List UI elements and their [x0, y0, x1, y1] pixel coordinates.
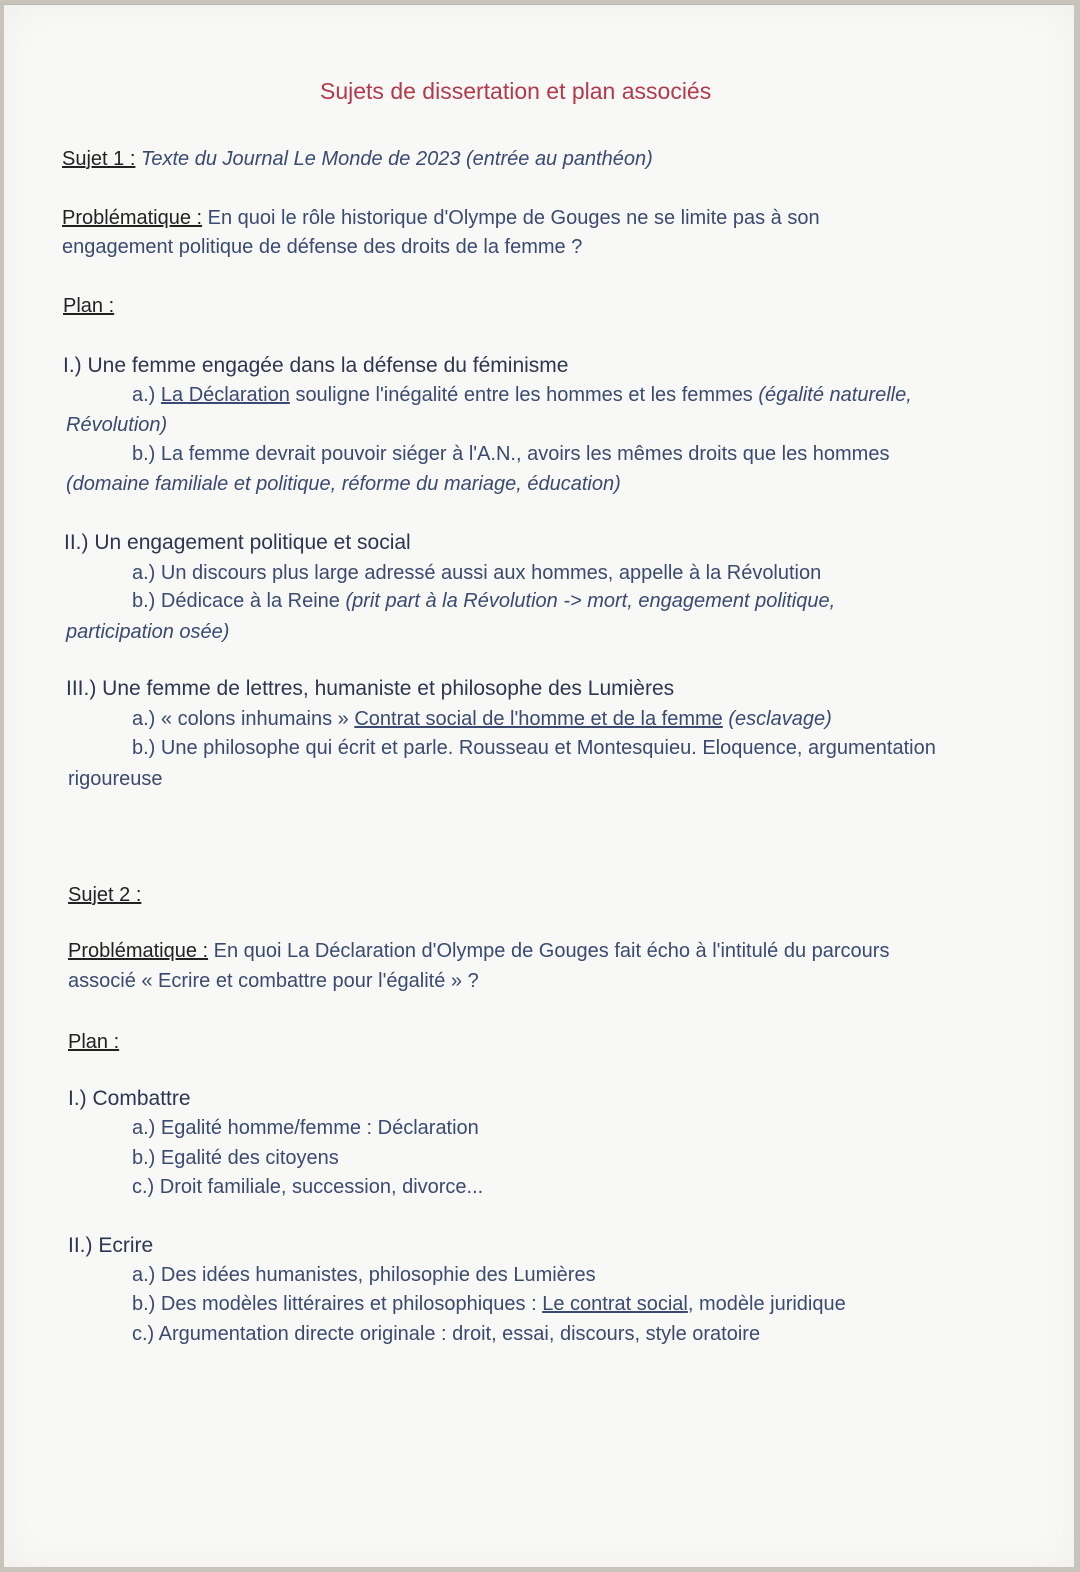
s2-part2-a: a.) Des idées humanistes, philosophie des Lumières [132, 1264, 596, 1286]
s1-part3-a-underlined: Contrat social de l'homme et de la femme [354, 708, 723, 730]
s2-part1-item: c.) Droit familiale, succession, divorce... [132, 1176, 484, 1198]
s1-part1-a-prefix: a.) [132, 384, 156, 406]
s1-part1-a-underlined: La Déclaration [160, 384, 290, 406]
s1-part1-heading: I.) Une femme engagée dans la défense du féminisme [63, 354, 569, 377]
s2-part1-heading: I.) Combattre [68, 1087, 191, 1110]
s1-part2-a: a.) Un discours plus large adressé aussi aux hommes, appelle à la Révolution [132, 562, 822, 584]
s1-part1-a [132, 383, 912, 407]
sujet2-problematique [68, 939, 889, 963]
s2-part2-b-prefix: b.) Des modèles littéraires et philosophiques : [132, 1293, 537, 1315]
sujet2-prob-label: Problématique : [68, 940, 209, 962]
sujet2-plan-label: Plan : [68, 1031, 120, 1053]
s1-part1-a-note: (égalité naturelle, [758, 384, 912, 406]
sujet1-line [62, 147, 653, 171]
sujet2-prob-text-2: associé « Ecrire et combattre pour l'égalité » ? [68, 970, 479, 992]
s2-part2-b-suffix: , modèle juridique [687, 1293, 846, 1315]
sujet1-label: Sujet 1 : [62, 148, 136, 170]
s2-part2-heading: II.) Ecrire [68, 1234, 154, 1257]
s2-part2-b-underlined: Le contrat social [542, 1293, 688, 1315]
s1-part2-b [132, 589, 835, 613]
s2-part2-b [132, 1292, 846, 1316]
s1-part3-a-note: (esclavage) [728, 708, 832, 730]
sujet1-problematique [62, 206, 820, 230]
s1-part3-b: b.) Une philosophe qui écrit et parle. Rousseau et Montesquieu. Eloquence, argumentation [132, 737, 936, 759]
s1-part2-b-text: b.) Dédicace à la Reine [132, 590, 340, 612]
document-page [4, 4, 1074, 1567]
sujet1-prob-label: Problématique : [62, 207, 203, 229]
sujet1-prob-text-2: engagement politique de défense des droits de la femme ? [62, 236, 583, 258]
s1-part1-a-text: souligne l'inégalité entre les hommes et les femmes [295, 384, 753, 406]
sujet1-prob-text: En quoi le rôle historique d'Olympe de Gouges ne se limite pas à son [207, 207, 820, 229]
s1-part1-a-note-2: Révolution) [66, 414, 168, 436]
s1-part2-b-note-2: participation osée) [66, 621, 230, 643]
page-title: Sujets de dissertation et plan associés [320, 78, 712, 104]
s1-part1-b-note: (domaine familiale et politique, réforme du mariage, éducation) [66, 473, 621, 495]
s1-part3-a-text: a.) « colons inhumains » [132, 708, 349, 730]
sujet1-subject: Texte du Journal Le Monde de 2023 (entrée au panthéon) [140, 148, 653, 170]
sujet2-label: Sujet 2 : [68, 884, 142, 906]
s2-part1-item: a.) Egalité homme/femme : Déclaration [132, 1117, 479, 1139]
s1-part3-heading: III.) Une femme de lettres, humaniste et philosophe des Lumières [66, 677, 675, 700]
s1-part3-a [132, 707, 832, 731]
s1-part2-b-note: (prit part à la Révolution -> mort, engagement politique, [345, 590, 836, 612]
s2-part2-c: c.) Argumentation directe originale : droit, essai, discours, style oratoire [132, 1323, 761, 1345]
sujet1-plan-label: Plan : [63, 295, 115, 317]
s2-part1-item: b.) Egalité des citoyens [132, 1147, 339, 1169]
s1-part1-b: b.) La femme devrait pouvoir siéger à l'A.N., avoirs les mêmes droits que les hommes [132, 443, 890, 465]
sujet2-prob-text: En quoi La Déclaration d'Olympe de Gouges fait écho à l'intitulé du parcours [213, 940, 890, 962]
s1-part2-heading: II.) Un engagement politique et social [64, 531, 411, 554]
s1-part3-b-2: rigoureuse [68, 768, 163, 790]
